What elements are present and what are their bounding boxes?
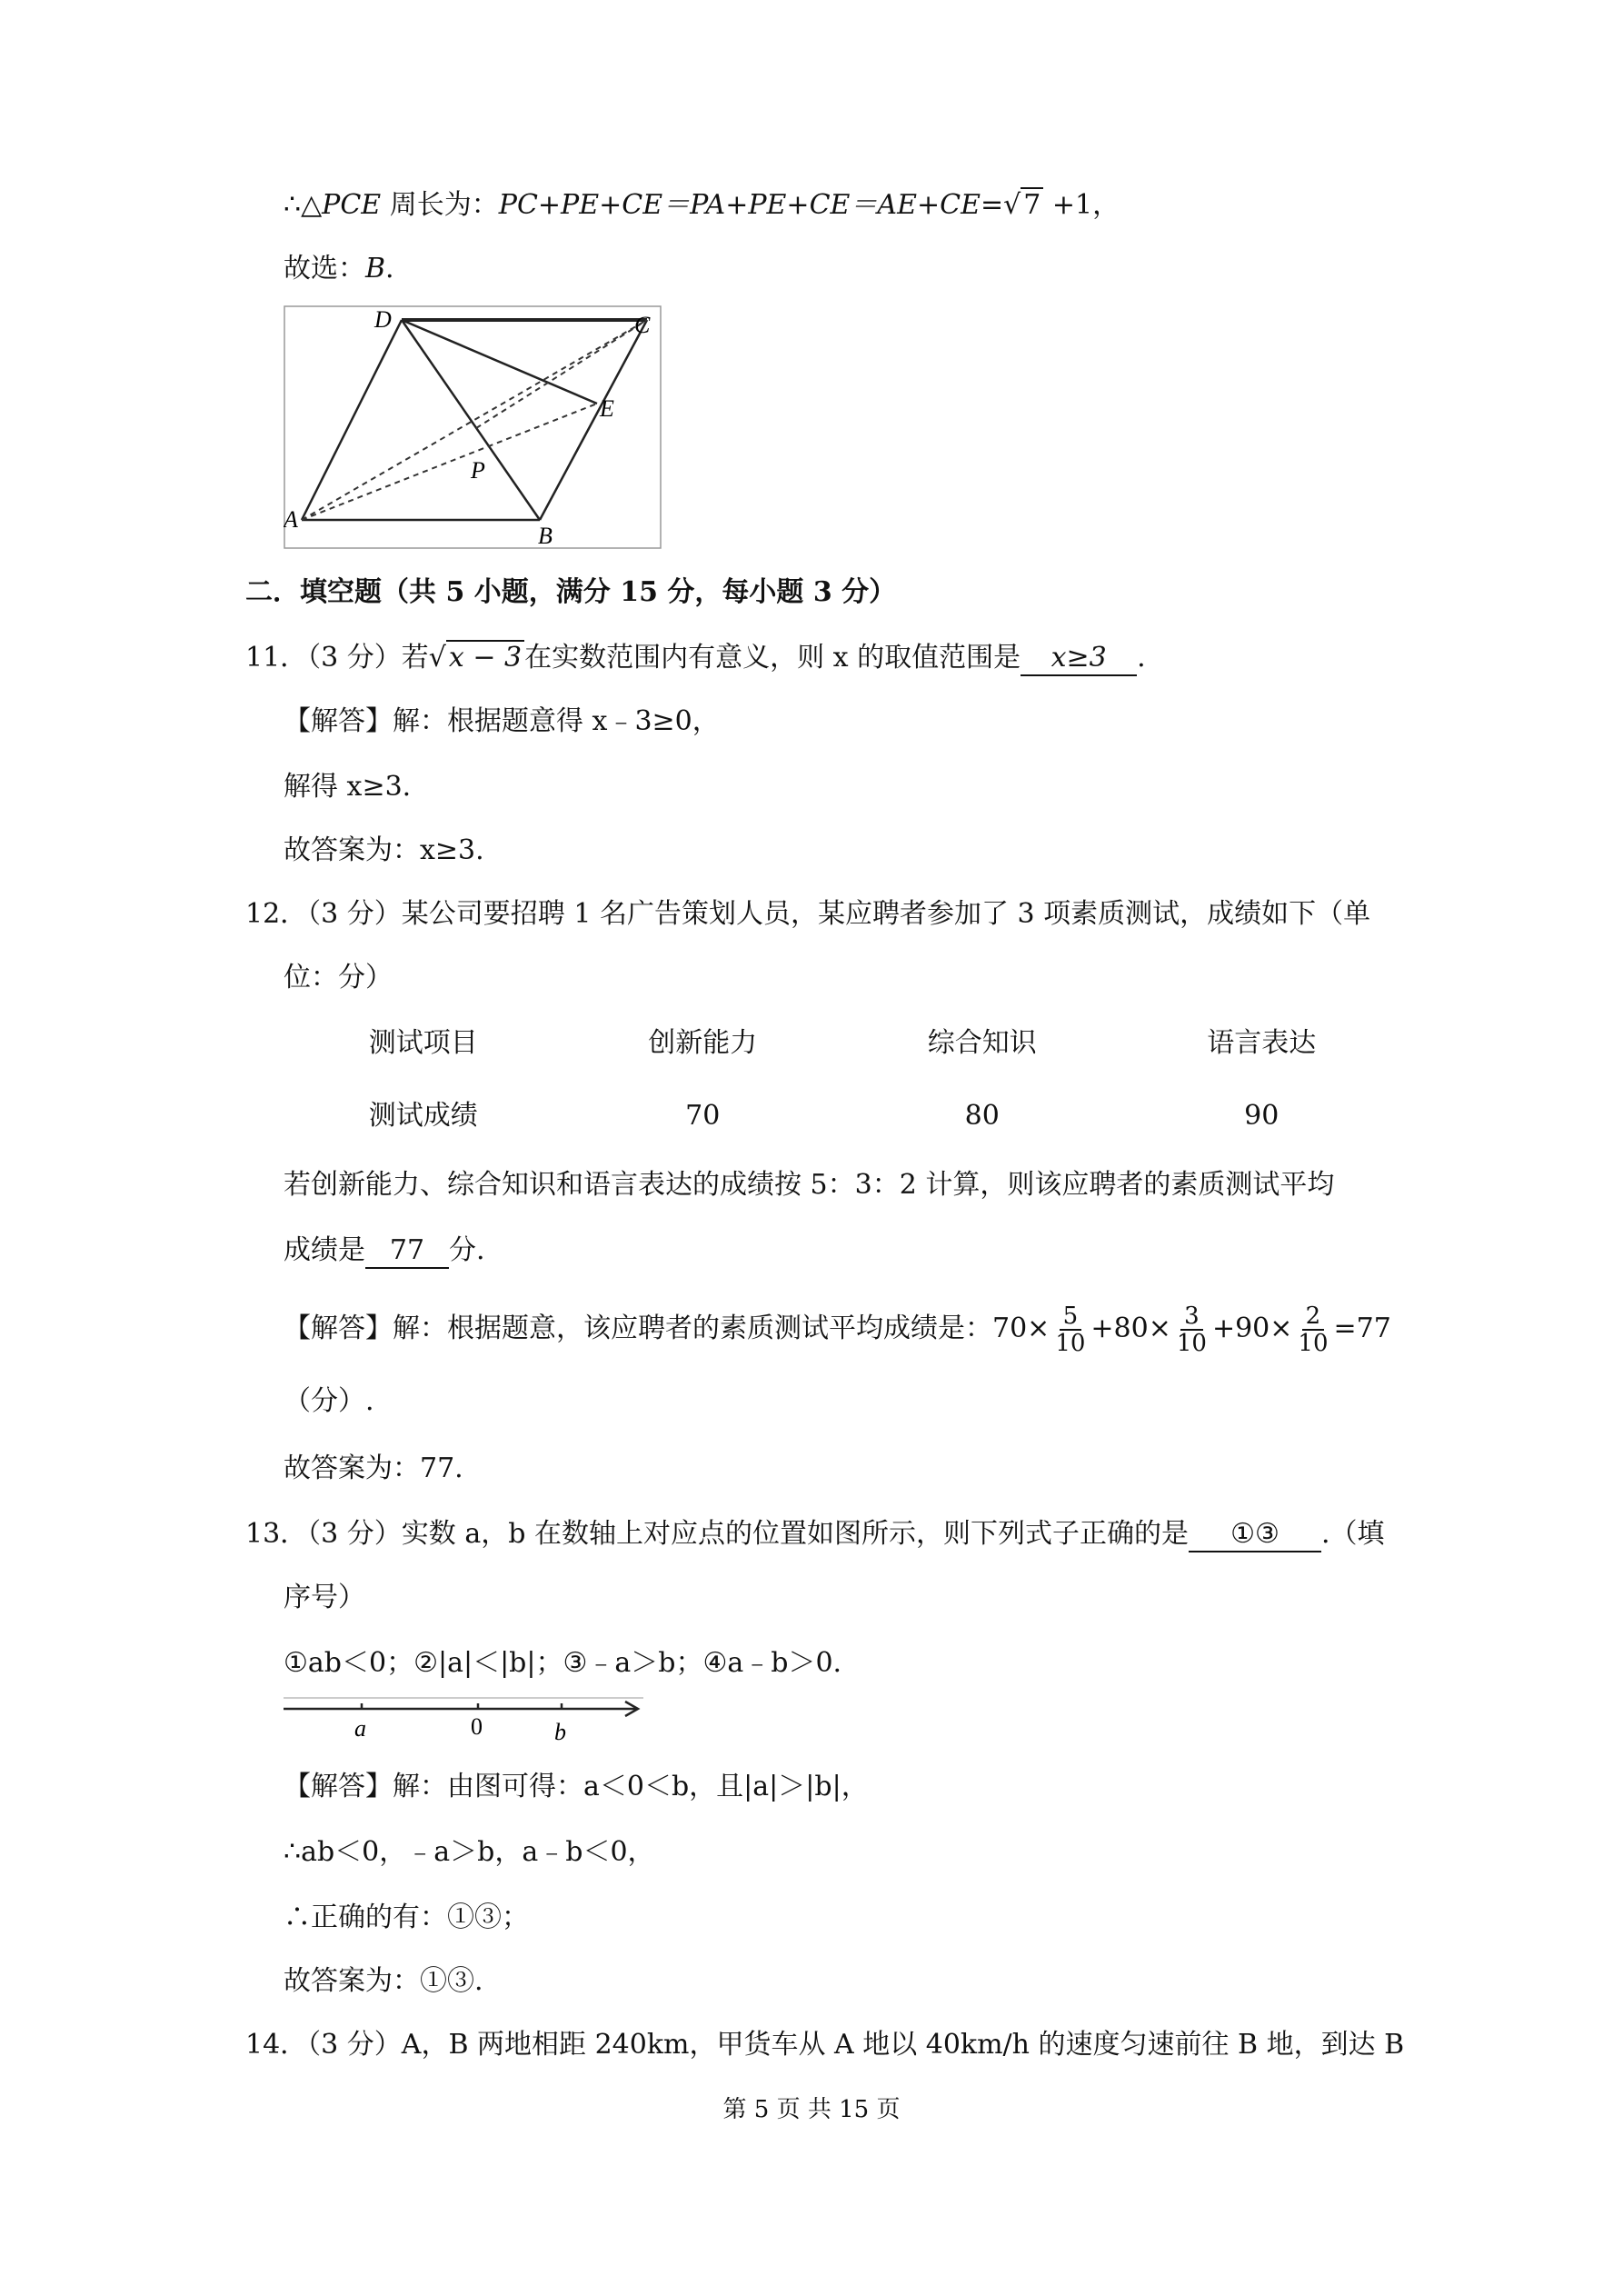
perimeter-expr: PC+PE+CE＝PA+PE+CE＝AE+CE=: [498, 189, 1004, 221]
page-footer: 第 5 页 共 15 页: [722, 2096, 901, 2123]
table-cell: 创新能力: [648, 1027, 758, 1059]
q12-continuation: 位：分）: [284, 962, 393, 993]
q11-end: .: [1137, 642, 1146, 674]
table-cell: 80: [964, 1100, 1000, 1132]
q12-solution-unit: （分）.: [284, 1385, 374, 1417]
table-cell: 70: [685, 1100, 721, 1132]
table-header-row: [284, 1023, 1401, 1063]
q11-solution-3: 故答案为：x≥3.: [284, 834, 484, 866]
table-cell: 90: [1244, 1100, 1279, 1132]
question-11: [245, 638, 1146, 678]
q13-text: 13．（3 分）实数 a，b 在数轴上对应点的位置如图所示，则下列式子正确的是: [245, 1518, 1189, 1550]
q12-sol-post: =77: [1333, 1313, 1391, 1344]
q12-text-3: [284, 1231, 485, 1271]
number-line-figure: [284, 1696, 643, 1743]
fraction-5-10: $\frac{5}{10}$: [1055, 1303, 1086, 1357]
q13-solution-1: 【解答】解：由图可得：a＜0＜b，且|a|＞|b|，: [284, 1771, 869, 1802]
label-e: E: [600, 395, 614, 422]
q13-options: ①ab＜0；②|a|＜|b|；③﹣a＞b；④a﹣b＞0.: [284, 1647, 842, 1679]
q12-post: 分.: [449, 1234, 485, 1266]
score-table: [284, 1023, 1401, 1136]
q11-solution-2: 解得 x≥3.: [284, 771, 412, 803]
question-12: 12．（3 分）某公司要招聘 1 名广告策划人员，某应聘者参加了 3 项素质测试，成绩如下（单: [245, 898, 1371, 930]
axis-label-a: a: [354, 1715, 366, 1742]
sqrt-seven: √ 7: [1003, 185, 1043, 225]
q12-answer: 77: [365, 1234, 449, 1269]
q12-text-2: 若创新能力、综合知识和语言表达的成绩按 5：3：2 计算，则该应聘者的素质测试平均: [284, 1169, 1335, 1201]
plus-one: +1，: [1043, 189, 1120, 221]
q12-sol-pre: 【解答】解：根据题意，该应聘者的素质测试平均成绩是：70×: [284, 1313, 1050, 1344]
q11-answer: x≥3: [1021, 642, 1137, 676]
choose-value: B: [365, 253, 386, 285]
fraction-3-10: $\frac{3}{10}$: [1176, 1303, 1207, 1357]
q11-solution-1: 【解答】解：根据题意得 x﹣3≥0，: [284, 705, 720, 737]
choose-line: [284, 249, 394, 289]
dashed-pc: [476, 320, 647, 428]
axis-label-0: 0: [471, 1713, 483, 1740]
perimeter-line: [284, 185, 1120, 225]
parallelogram-figure: [284, 305, 662, 549]
q13-solution-2: ∴ab＜0，﹣a＞b，a﹣b＜0，: [284, 1836, 655, 1868]
q12-final: 故答案为：77.: [284, 1452, 463, 1484]
q12-pre: 成绩是: [284, 1234, 365, 1266]
axis-label-b: b: [554, 1719, 566, 1743]
fraction-2-10: $\frac{2}{10}$: [1298, 1303, 1329, 1357]
table-cell: 测试项目: [368, 1027, 478, 1059]
q13-solution-3: ∴正确的有：①③；: [284, 1902, 529, 1933]
q13-continuation: 序号）: [284, 1582, 365, 1613]
q13-answer: ①③: [1189, 1518, 1321, 1552]
q12-sol-mid1: +80×: [1090, 1313, 1171, 1344]
label-p: P: [471, 457, 485, 484]
side-da: [302, 320, 402, 520]
choose-end: .: [385, 253, 394, 285]
q13-solution-4: 故答案为：①③.: [284, 1965, 483, 1997]
q11-number: 11．（3 分）若: [245, 642, 429, 674]
label-d: D: [374, 306, 392, 333]
label-a: A: [284, 506, 298, 533]
table-cell: 测试成绩: [368, 1100, 478, 1132]
q12-solution: [284, 1300, 1391, 1358]
choose-label: 故选：: [284, 253, 365, 285]
table-cell: 语言表达: [1207, 1027, 1317, 1059]
therefore-triangle: ∴△: [284, 189, 323, 221]
dashed-ae: [302, 404, 597, 520]
q11-text: 在实数范围内有意义，则 x 的取值范围是: [524, 642, 1021, 674]
question-14: 14．（3 分）A，B 两地相距 240km，甲货车从 A 地以 40km/h 的速度匀速前往 B 地，到达 B: [245, 2029, 1405, 2061]
table-row: [284, 1096, 1401, 1136]
sqrt-expression: √ x − 3: [429, 638, 524, 678]
q12-sol-mid2: +90×: [1211, 1313, 1293, 1344]
q13-end: .（填: [1320, 1518, 1385, 1550]
section-title: 二．填空题（共 5 小题，满分 15 分，每小题 3 分）: [245, 576, 897, 608]
table-cell: 综合知识: [927, 1027, 1037, 1059]
label-c: C: [634, 312, 651, 338]
figure-frame: [284, 306, 661, 548]
perimeter-text: 周长为：: [381, 189, 499, 221]
question-13: [245, 1514, 1385, 1554]
pce-label: PCE: [322, 189, 382, 221]
label-b: B: [538, 523, 553, 549]
